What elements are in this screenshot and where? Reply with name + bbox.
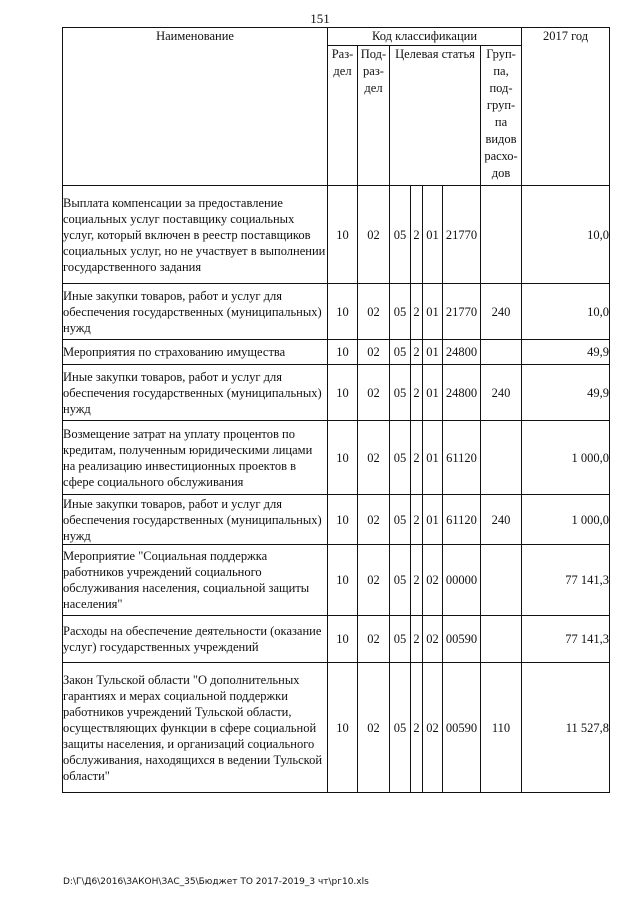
row-expense-type — [481, 186, 522, 284]
page-number: 151 — [310, 11, 330, 26]
table-row — [63, 616, 610, 663]
row-target-subprogram: 2 — [411, 421, 423, 495]
row-target-program: 05 — [390, 365, 411, 421]
header-target: Целевая статья — [390, 46, 481, 186]
row-target-event: 02 — [423, 663, 443, 793]
row-amount: 77 141,3 — [522, 545, 610, 616]
row-section: 10 — [328, 284, 358, 340]
table-row — [63, 421, 610, 495]
table-row — [63, 365, 610, 421]
row-target-direction: 21770 — [443, 186, 481, 284]
row-section: 10 — [328, 616, 358, 663]
header-name: Наименование — [63, 28, 328, 186]
row-amount: 49,9 — [522, 340, 610, 365]
row-target-direction: 21770 — [443, 284, 481, 340]
row-target-direction: 24800 — [443, 340, 481, 365]
row-expense-type — [481, 616, 522, 663]
header-section: Раз- дел — [328, 46, 358, 186]
row-target-subprogram: 2 — [411, 365, 423, 421]
row-target-subprogram: 2 — [411, 616, 423, 663]
row-expense-type: 110 — [481, 663, 522, 793]
row-amount: 10,0 — [522, 284, 610, 340]
row-expense-type: 240 — [481, 365, 522, 421]
header-year: 2017 год — [522, 28, 610, 186]
row-target-program: 05 — [390, 340, 411, 365]
row-section: 10 — [328, 365, 358, 421]
row-subsection: 02 — [358, 495, 390, 545]
row-target-direction: 00590 — [443, 663, 481, 793]
row-name: Иные закупки товаров, работ и услуг для обеспечения государственных (муниципальных) нужд — [63, 495, 328, 545]
row-section: 10 — [328, 495, 358, 545]
row-section: 10 — [328, 340, 358, 365]
row-subsection: 02 — [358, 284, 390, 340]
row-target-program: 05 — [390, 616, 411, 663]
row-target-direction: 61120 — [443, 421, 481, 495]
row-subsection: 02 — [358, 616, 390, 663]
row-target-subprogram: 2 — [411, 663, 423, 793]
row-target-event: 01 — [423, 340, 443, 365]
row-target-event: 01 — [423, 495, 443, 545]
header-code: Код классификации — [328, 28, 522, 46]
row-name: Мероприятие "Социальная поддержка работников учреждений социального обслуживания населения, социальной защиты населения" — [63, 545, 328, 616]
row-target-subprogram: 2 — [411, 186, 423, 284]
row-amount: 1 000,0 — [522, 421, 610, 495]
row-section: 10 — [328, 545, 358, 616]
row-target-event: 02 — [423, 616, 443, 663]
row-expense-type: 240 — [481, 495, 522, 545]
table-row — [63, 663, 610, 793]
row-amount: 49,9 — [522, 365, 610, 421]
table-row — [63, 284, 610, 340]
row-target-program: 05 — [390, 495, 411, 545]
footer-path: D:\Г\Д6\2016\ЗАКОН\ЗАС_35\Бюджет ТО 2017-2019_3 чт\рг10.xls — [63, 877, 369, 887]
row-target-program: 05 — [390, 284, 411, 340]
table-row — [63, 340, 610, 365]
row-target-program: 05 — [390, 186, 411, 284]
row-name: Мероприятия по страхованию имущества — [63, 340, 328, 365]
row-amount: 1 000,0 — [522, 495, 610, 545]
row-section: 10 — [328, 186, 358, 284]
row-target-direction: 00590 — [443, 616, 481, 663]
table-row — [63, 495, 610, 545]
row-target-subprogram: 2 — [411, 495, 423, 545]
row-subsection: 02 — [358, 340, 390, 365]
table-row — [63, 545, 610, 616]
row-amount: 10,0 — [522, 186, 610, 284]
row-target-program: 05 — [390, 545, 411, 616]
row-target-program: 05 — [390, 421, 411, 495]
row-subsection: 02 — [358, 186, 390, 284]
row-target-direction: 61120 — [443, 495, 481, 545]
row-amount: 77 141,3 — [522, 616, 610, 663]
header-subsection: Под- раз- дел — [358, 46, 390, 186]
budget-table — [62, 27, 610, 793]
row-target-subprogram: 2 — [411, 284, 423, 340]
row-name: Закон Тульской области "О дополнительных гарантиях и мерах социальной поддержки работников учреждений Тульской области, осуществляющих функции в сфере социальной защиты населения, и организаций социального обслуживания, находящихся в ведении Тульской области" — [63, 663, 328, 793]
row-target-event: 01 — [423, 421, 443, 495]
row-target-subprogram: 2 — [411, 340, 423, 365]
row-amount: 11 527,8 — [522, 663, 610, 793]
row-expense-type — [481, 421, 522, 495]
row-subsection: 02 — [358, 663, 390, 793]
row-section: 10 — [328, 663, 358, 793]
row-section: 10 — [328, 421, 358, 495]
row-name: Возмещение затрат на уплату процентов по кредитам, полученным юридическими лицами на реализацию инвестиционных проектов в сфере социального обслуживания — [63, 421, 328, 495]
row-subsection: 02 — [358, 365, 390, 421]
row-expense-type — [481, 340, 522, 365]
row-name: Выплата компенсации за предоставление социальных услуг поставщику социальных услуг, который включен в реестр поставщиков социальных услуг, но не участвует в выполнении государственного задания — [63, 186, 328, 284]
row-subsection: 02 — [358, 421, 390, 495]
row-expense-type: 240 — [481, 284, 522, 340]
row-target-program: 05 — [390, 663, 411, 793]
table-row — [63, 186, 610, 284]
row-target-event: 01 — [423, 365, 443, 421]
row-subsection: 02 — [358, 545, 390, 616]
row-name: Расходы на обеспечение деятельности (оказание услуг) государственных учреждений — [63, 616, 328, 663]
row-target-subprogram: 2 — [411, 545, 423, 616]
header-group: Груп- па, под- груп- па видов расхо- дов — [481, 46, 522, 186]
row-name: Иные закупки товаров, работ и услуг для обеспечения государственных (муниципальных) нужд — [63, 284, 328, 340]
row-target-event: 01 — [423, 186, 443, 284]
row-target-event: 02 — [423, 545, 443, 616]
row-expense-type — [481, 545, 522, 616]
row-target-event: 01 — [423, 284, 443, 340]
row-target-direction: 24800 — [443, 365, 481, 421]
row-target-direction: 00000 — [443, 545, 481, 616]
row-name: Иные закупки товаров, работ и услуг для обеспечения государственных (муниципальных) нужд — [63, 365, 328, 421]
